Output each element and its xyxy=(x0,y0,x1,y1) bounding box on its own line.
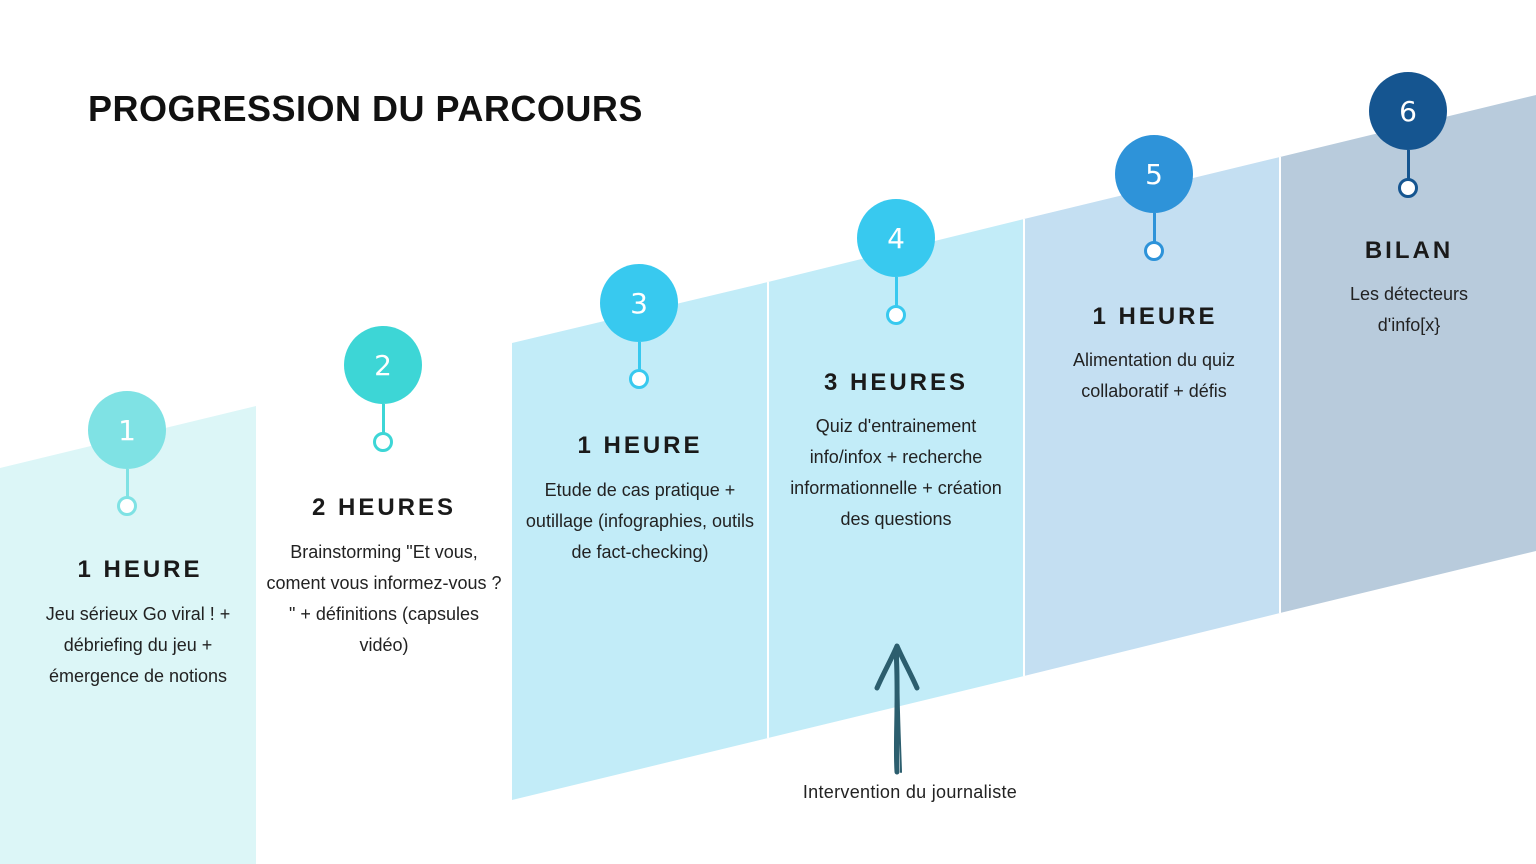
step-4-duration: 3 HEURES xyxy=(823,369,969,396)
page-title: PROGRESSION DU PARCOURS xyxy=(88,88,643,129)
step-1-stem xyxy=(126,469,129,499)
step-4-number: 4 xyxy=(857,199,935,277)
step-2-ring xyxy=(373,432,393,452)
step-5-number: 5 xyxy=(1115,135,1193,213)
step-3-ring xyxy=(629,369,649,389)
step-6-duration: BILAN xyxy=(1364,237,1454,264)
step-5-ring xyxy=(1144,241,1164,261)
step-1-description: Jeu sérieux Go viral ! + débriefing du jeu + émergence de notions xyxy=(45,604,231,686)
step-6-number: 6 xyxy=(1369,72,1447,150)
step-6-description: Les détecteurs d'info[x} xyxy=(1349,284,1469,335)
step-3-duration: 1 HEURE xyxy=(577,432,703,459)
step-3-number: 3 xyxy=(600,264,678,342)
step-5-band xyxy=(1024,157,1280,676)
step-5-duration: 1 HEURE xyxy=(1092,303,1218,330)
step-2-number: 2 xyxy=(344,326,422,404)
step-4-stem xyxy=(895,277,898,307)
step-5-description: Alimentation du quiz collaboratif + défis xyxy=(1072,350,1236,401)
step-6-stem xyxy=(1407,150,1410,180)
step-6-ring xyxy=(1398,178,1418,198)
step-1-duration: 1 HEURE xyxy=(77,556,203,583)
step-1-number: 1 xyxy=(88,391,166,469)
step-4-ring xyxy=(886,305,906,325)
step-2-duration: 2 HEURES xyxy=(311,494,457,521)
step-5-stem xyxy=(1153,213,1156,243)
step-1-ring xyxy=(117,496,137,516)
step-3-stem xyxy=(638,342,641,372)
step-4-description: Quiz d'entrainement info/infox + recherche informationnelle + création des questions xyxy=(790,416,1002,529)
journalist-intervention-label: Intervention du journaliste xyxy=(802,782,1018,802)
step-3-description: Etude de cas pratique + outillage (infographies, outils de fact-checking) xyxy=(525,480,755,562)
step-2-stem xyxy=(382,404,385,434)
step-2-description: Brainstorming "Et vous, coment vous informez-vous ? " + définitions (capsules vidéo) xyxy=(266,542,502,655)
